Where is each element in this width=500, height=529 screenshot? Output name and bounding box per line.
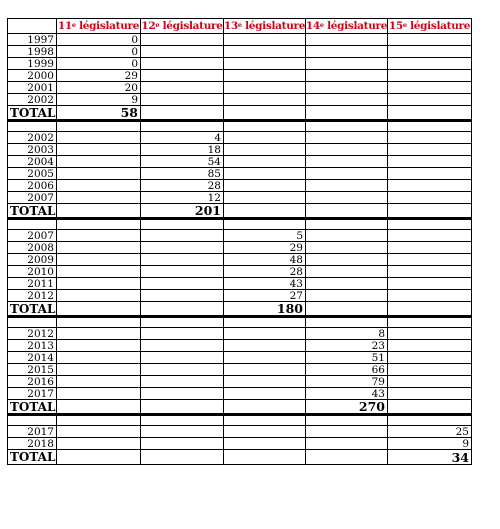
separator-row xyxy=(8,120,471,132)
empty-cell xyxy=(306,266,388,277)
empty-cell xyxy=(57,438,141,449)
count-cell: 54 xyxy=(141,156,224,167)
year-cell: 2007 xyxy=(8,192,57,203)
table-row xyxy=(8,70,471,82)
separator-row xyxy=(8,316,471,328)
empty-cell xyxy=(224,132,306,143)
empty-cell xyxy=(306,290,388,301)
table-row xyxy=(8,438,471,450)
empty-cell xyxy=(141,302,224,315)
empty-cell xyxy=(306,242,388,253)
table-row xyxy=(8,82,471,94)
empty-cell xyxy=(388,352,471,363)
empty-cell xyxy=(57,180,141,191)
empty-cell xyxy=(141,426,224,437)
empty-cell xyxy=(388,204,471,217)
table-row xyxy=(8,340,471,352)
year-cell: 2003 xyxy=(8,144,57,155)
total-label: TOTAL xyxy=(10,106,56,119)
empty-cell xyxy=(224,400,306,413)
empty-cell xyxy=(141,388,224,399)
empty-cell xyxy=(224,388,306,399)
empty-cell xyxy=(224,364,306,375)
header-legislature-14: 14 $^e$ législature xyxy=(306,20,388,32)
count-cell: 4 xyxy=(141,132,224,143)
total-row xyxy=(8,106,471,120)
table-row xyxy=(8,290,471,302)
total-row xyxy=(8,400,471,414)
empty-cell xyxy=(57,132,141,143)
empty-cell xyxy=(57,278,141,289)
count-cell: 0 xyxy=(57,46,141,57)
empty-cell xyxy=(141,364,224,375)
year-cell: 2004 xyxy=(8,156,57,167)
total-value: 201 xyxy=(141,204,224,217)
table-row xyxy=(8,364,471,376)
empty-cell xyxy=(57,426,141,437)
year-cell: 2007 xyxy=(8,230,57,241)
year-cell: 2002 xyxy=(8,94,57,105)
empty-cell xyxy=(224,94,306,105)
total-label: TOTAL xyxy=(10,302,56,315)
table-row xyxy=(8,168,471,180)
table-row xyxy=(8,94,471,106)
empty-cell xyxy=(306,416,388,425)
table-row xyxy=(8,46,471,58)
year-cell: 2014 xyxy=(8,352,57,363)
empty-cell xyxy=(57,122,141,131)
table-row xyxy=(8,180,471,192)
empty-cell xyxy=(388,132,471,143)
empty-cell xyxy=(388,106,471,119)
empty-cell xyxy=(141,70,224,81)
empty-cell xyxy=(306,180,388,191)
table-row xyxy=(8,230,471,242)
empty-cell xyxy=(57,168,141,179)
count-cell: 51 xyxy=(306,352,388,363)
empty-cell xyxy=(8,318,57,327)
year-cell: 2013 xyxy=(8,340,57,351)
empty-cell xyxy=(306,156,388,167)
year-cell: 2001 xyxy=(8,82,57,93)
empty-cell xyxy=(388,400,471,413)
empty-cell xyxy=(141,94,224,105)
empty-cell xyxy=(8,416,57,425)
count-cell: 43 xyxy=(306,388,388,399)
empty-cell xyxy=(57,156,141,167)
empty-cell xyxy=(141,220,224,229)
year-cell: 2005 xyxy=(8,168,57,179)
empty-cell xyxy=(141,376,224,387)
count-cell: 28 xyxy=(224,266,306,277)
empty-cell xyxy=(8,122,57,131)
empty-cell xyxy=(141,266,224,277)
empty-cell xyxy=(224,438,306,449)
empty-cell xyxy=(57,242,141,253)
empty-cell xyxy=(306,70,388,81)
table-row xyxy=(8,242,471,254)
empty-cell xyxy=(306,168,388,179)
empty-cell xyxy=(224,426,306,437)
count-cell: 48 xyxy=(224,254,306,265)
table-row xyxy=(8,156,471,168)
empty-cell xyxy=(224,220,306,229)
empty-cell xyxy=(388,34,471,45)
empty-cell xyxy=(57,254,141,265)
empty-cell xyxy=(388,144,471,155)
empty-cell xyxy=(141,318,224,327)
total-value: 180 xyxy=(224,302,306,315)
empty-cell xyxy=(141,416,224,425)
empty-cell xyxy=(141,242,224,253)
count-cell: 0 xyxy=(57,34,141,45)
empty-cell xyxy=(306,426,388,437)
empty-cell xyxy=(224,168,306,179)
count-cell: 23 xyxy=(306,340,388,351)
header-corner-cell xyxy=(8,19,57,33)
count-cell: 9 xyxy=(57,94,141,105)
empty-cell xyxy=(388,318,471,327)
empty-cell xyxy=(306,94,388,105)
header-row xyxy=(8,19,471,34)
empty-cell xyxy=(224,106,306,119)
table-row xyxy=(8,376,471,388)
empty-cell xyxy=(141,254,224,265)
year-cell: 2010 xyxy=(8,266,57,277)
empty-cell xyxy=(57,328,141,339)
empty-cell xyxy=(57,144,141,155)
empty-cell xyxy=(388,70,471,81)
empty-cell xyxy=(388,192,471,203)
year-cell: 2006 xyxy=(8,180,57,191)
empty-cell xyxy=(306,450,388,464)
empty-cell xyxy=(57,400,141,413)
separator-row xyxy=(8,414,471,426)
empty-cell xyxy=(224,416,306,425)
empty-cell xyxy=(224,144,306,155)
empty-cell xyxy=(224,204,306,217)
year-cell: 2011 xyxy=(8,278,57,289)
table-row xyxy=(8,34,471,46)
empty-cell xyxy=(57,290,141,301)
table-row xyxy=(8,58,471,70)
total-label: TOTAL xyxy=(10,400,56,413)
header-legislature-11: 11 $^e$ législature xyxy=(57,20,140,32)
empty-cell xyxy=(224,352,306,363)
empty-cell xyxy=(141,340,224,351)
count-cell: 66 xyxy=(306,364,388,375)
empty-cell xyxy=(224,328,306,339)
empty-cell xyxy=(388,168,471,179)
year-cell: 2015 xyxy=(8,364,57,375)
table-row xyxy=(8,266,471,278)
separator-row xyxy=(8,218,471,230)
empty-cell xyxy=(57,318,141,327)
empty-cell xyxy=(306,132,388,143)
empty-cell xyxy=(388,46,471,57)
empty-cell xyxy=(306,144,388,155)
year-cell: 1998 xyxy=(8,46,57,57)
empty-cell xyxy=(141,230,224,241)
table-row xyxy=(8,278,471,290)
year-cell: 2000 xyxy=(8,70,57,81)
count-cell: 25 xyxy=(455,426,469,437)
empty-cell xyxy=(388,230,471,241)
year-cell: 2002 xyxy=(8,132,57,143)
empty-cell xyxy=(57,230,141,241)
year-cell: 2012 xyxy=(8,290,57,301)
empty-cell xyxy=(224,46,306,57)
empty-cell xyxy=(141,290,224,301)
empty-cell xyxy=(57,364,141,375)
empty-cell xyxy=(388,180,471,191)
table-row xyxy=(8,144,471,156)
empty-cell xyxy=(306,278,388,289)
count-cell: 43 xyxy=(224,278,306,289)
empty-cell xyxy=(388,266,471,277)
year-cell: 2017 xyxy=(8,426,57,437)
count-cell: 79 xyxy=(306,376,388,387)
empty-cell xyxy=(141,82,224,93)
empty-cell xyxy=(306,46,388,57)
header-legislature-15: 15 $^e$ législature xyxy=(388,20,471,32)
total-row xyxy=(8,302,471,316)
empty-cell xyxy=(224,340,306,351)
empty-cell xyxy=(306,220,388,229)
count-cell: 18 xyxy=(141,144,224,155)
empty-cell xyxy=(141,122,224,131)
empty-cell xyxy=(306,204,388,217)
empty-cell xyxy=(57,220,141,229)
count-cell: 8 xyxy=(306,328,388,339)
total-label: TOTAL xyxy=(10,450,56,464)
empty-cell xyxy=(388,340,471,351)
empty-cell xyxy=(141,400,224,413)
empty-cell xyxy=(306,34,388,45)
count-cell: 29 xyxy=(57,70,141,81)
empty-cell xyxy=(388,82,471,93)
total-label: TOTAL xyxy=(10,204,56,217)
empty-cell xyxy=(224,122,306,131)
count-cell: 5 xyxy=(224,230,306,241)
empty-cell xyxy=(141,438,224,449)
empty-cell xyxy=(306,230,388,241)
table-row xyxy=(8,132,471,144)
empty-cell xyxy=(224,156,306,167)
empty-cell xyxy=(224,58,306,69)
year-cell: 2012 xyxy=(8,328,57,339)
empty-cell xyxy=(141,46,224,57)
table-row xyxy=(8,328,471,340)
year-cell: 2016 xyxy=(8,376,57,387)
empty-cell xyxy=(306,438,388,449)
empty-cell xyxy=(57,450,141,464)
empty-cell xyxy=(306,122,388,131)
empty-cell xyxy=(224,82,306,93)
empty-cell xyxy=(57,192,141,203)
header-legislature-12: 12 $^e$ législature xyxy=(141,20,223,32)
total-value: 34 xyxy=(451,450,469,464)
total-value: 270 xyxy=(306,400,388,413)
empty-cell xyxy=(306,106,388,119)
table-row xyxy=(8,192,471,204)
empty-cell xyxy=(141,106,224,119)
count-cell: 20 xyxy=(57,82,141,93)
empty-cell xyxy=(224,192,306,203)
empty-cell xyxy=(224,376,306,387)
empty-cell xyxy=(306,192,388,203)
count-cell: 12 xyxy=(141,192,224,203)
empty-cell xyxy=(141,352,224,363)
year-cell: 2009 xyxy=(8,254,57,265)
count-cell: 27 xyxy=(224,290,306,301)
empty-cell xyxy=(57,376,141,387)
empty-cell xyxy=(388,58,471,69)
empty-cell xyxy=(306,82,388,93)
legislature-table xyxy=(7,18,472,465)
count-cell: 0 xyxy=(57,58,141,69)
empty-cell xyxy=(388,376,471,387)
table-row xyxy=(8,426,471,438)
empty-cell xyxy=(388,220,471,229)
empty-cell xyxy=(141,34,224,45)
empty-cell xyxy=(57,204,141,217)
empty-cell xyxy=(141,450,224,464)
table-row xyxy=(8,388,471,400)
empty-cell xyxy=(224,450,306,464)
empty-cell xyxy=(388,156,471,167)
count-cell: 85 xyxy=(141,168,224,179)
empty-cell xyxy=(57,416,141,425)
empty-cell xyxy=(57,266,141,277)
empty-cell xyxy=(224,70,306,81)
empty-cell xyxy=(388,364,471,375)
table-row xyxy=(8,352,471,364)
empty-cell xyxy=(141,58,224,69)
empty-cell xyxy=(388,122,471,131)
empty-cell xyxy=(388,254,471,265)
total-row xyxy=(8,204,471,218)
empty-cell xyxy=(224,180,306,191)
empty-cell xyxy=(224,34,306,45)
empty-cell xyxy=(57,340,141,351)
table-row xyxy=(8,254,471,266)
empty-cell xyxy=(306,302,388,315)
empty-cell xyxy=(57,302,141,315)
empty-cell xyxy=(388,388,471,399)
empty-cell xyxy=(306,318,388,327)
year-cell: 2008 xyxy=(8,242,57,253)
year-cell: 2018 xyxy=(8,438,57,449)
count-cell: 29 xyxy=(224,242,306,253)
empty-cell xyxy=(141,328,224,339)
empty-cell xyxy=(388,290,471,301)
empty-cell xyxy=(224,318,306,327)
empty-cell xyxy=(388,278,471,289)
empty-cell xyxy=(306,254,388,265)
empty-cell xyxy=(388,328,471,339)
year-cell: 1999 xyxy=(8,58,57,69)
year-cell: 1997 xyxy=(8,34,57,45)
empty-cell xyxy=(57,388,141,399)
empty-cell xyxy=(388,302,471,315)
empty-cell xyxy=(388,416,471,425)
empty-cell xyxy=(8,220,57,229)
count-cell: 28 xyxy=(141,180,224,191)
empty-cell xyxy=(388,242,471,253)
header-legislature-13: 13 $^e$ législature xyxy=(224,20,306,32)
total-value: 58 xyxy=(57,106,141,119)
empty-cell xyxy=(388,94,471,105)
empty-cell xyxy=(306,58,388,69)
count-cell: 9 xyxy=(462,438,469,449)
year-cell: 2017 xyxy=(8,388,57,399)
empty-cell xyxy=(57,352,141,363)
empty-cell xyxy=(141,278,224,289)
total-row xyxy=(8,450,471,464)
